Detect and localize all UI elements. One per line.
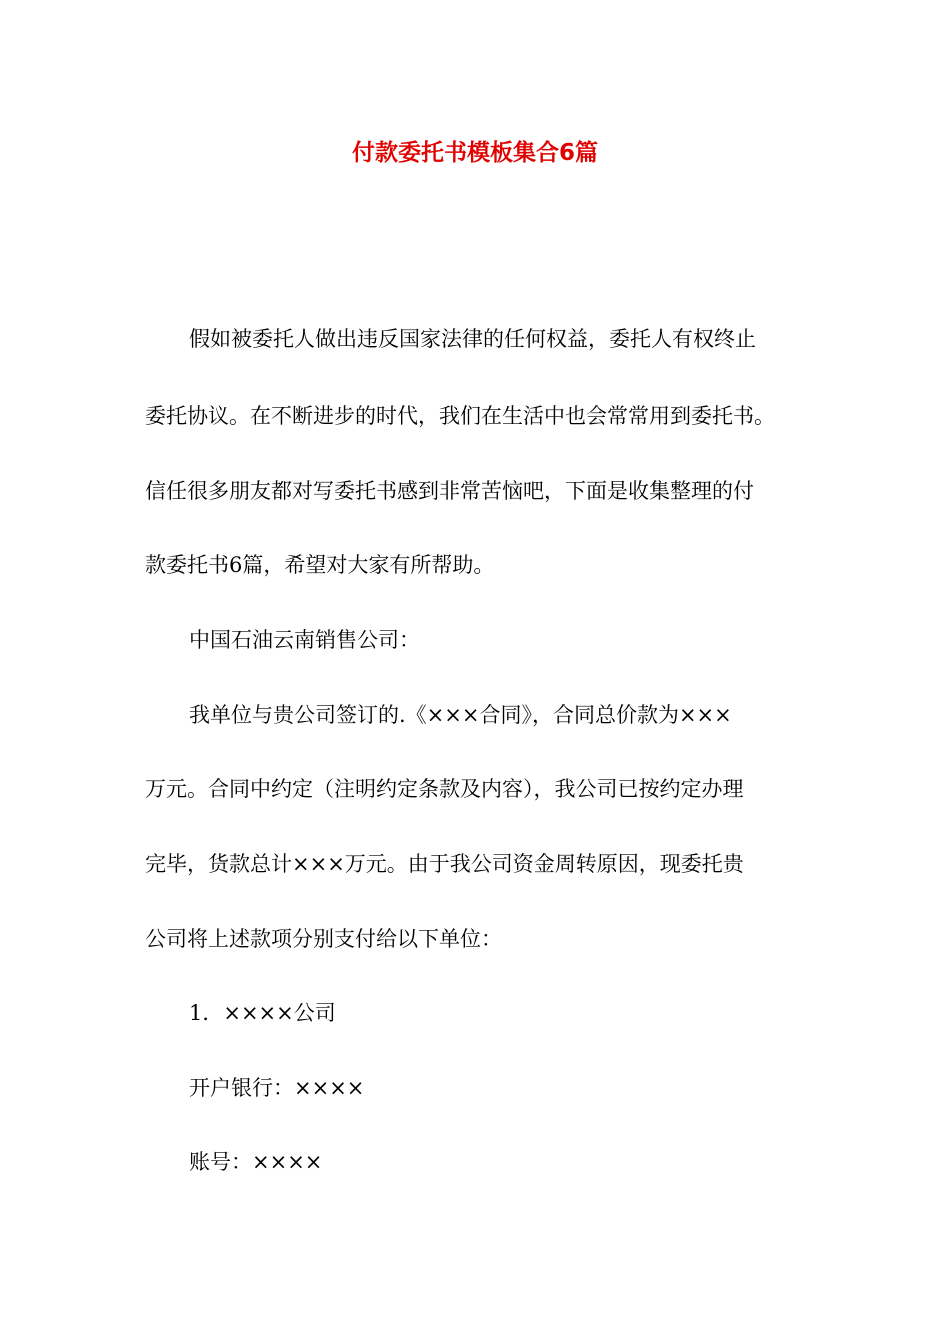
paragraph-line: 款委托书6篇，希望对大家有所帮助。 xyxy=(145,553,495,577)
document-title: 付款委托书模板集合6篇 xyxy=(351,140,598,166)
account-line: 账号：×××× xyxy=(189,1150,323,1174)
paragraph-line: 公司将上述款项分别支付给以下单位： xyxy=(145,927,502,951)
bank-line: 开户银行：×××× xyxy=(189,1076,365,1100)
paragraph-line: 我单位与贵公司签订的.《×××合同》，合同总价款为××× xyxy=(189,703,732,727)
list-item-company: 1．××××公司 xyxy=(189,1001,336,1025)
paragraph-line: 万元。合同中约定（注明约定条款及内容），我公司已按约定办理 xyxy=(145,777,744,801)
paragraph-line: 委托协议。在不断进步的时代，我们在生活中也会常常用到委托书。 xyxy=(145,404,775,428)
paragraph-line: 完毕，货款总计×××万元。由于我公司资金周转原因，现委托贵 xyxy=(145,852,744,876)
paragraph-line: 信任很多朋友都对写委托书感到非常苦恼吧，下面是收集整理的付 xyxy=(145,479,754,503)
paragraph-line: 假如被委托人做出违反国家法律的任何权益，委托人有权终止 xyxy=(189,327,756,351)
salutation-line: 中国石油云南销售公司： xyxy=(189,628,420,652)
